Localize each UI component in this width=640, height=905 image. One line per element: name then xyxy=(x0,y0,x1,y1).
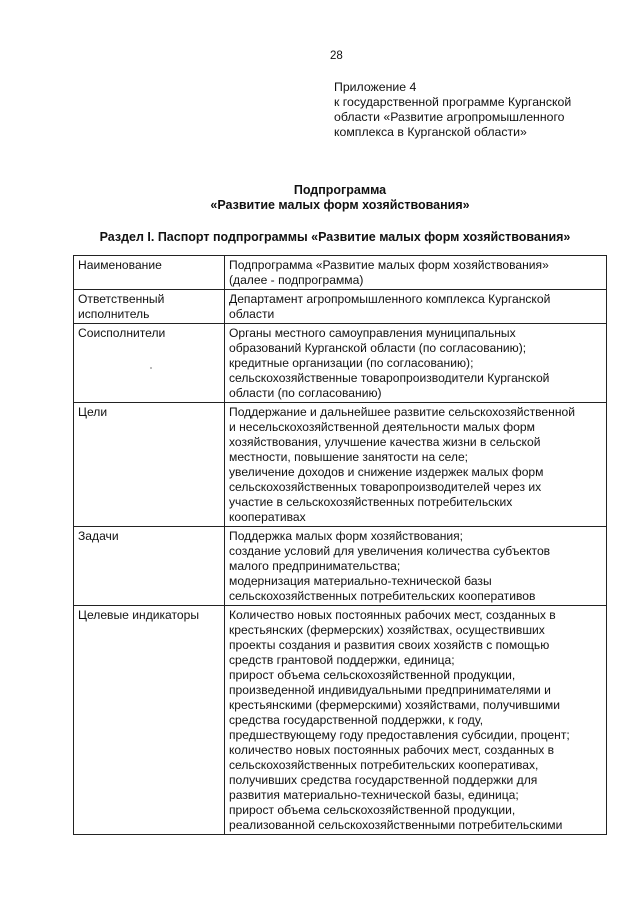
subprogram-title-line2: «Развитие малых форм хозяйствования» xyxy=(210,198,470,212)
row-content-cell xyxy=(225,403,607,527)
row-content-line: крестьянскими (фермерскими) хозяйствами, получившими xyxy=(229,698,560,712)
row-content-line: кредитные организации (по согласованию); xyxy=(229,356,474,370)
page-number: 28 xyxy=(330,50,343,62)
row-content-line: местности, повышение занятости на селе; xyxy=(229,450,469,464)
row-label-line: Цели xyxy=(78,405,108,419)
row-content-line: сельскохозяйственные товаропроизводители Курганской xyxy=(229,371,550,385)
row-content-line: Департамент агропромышленного комплекса Курганской xyxy=(229,292,551,306)
row-content-line: реализованной сельскохозяйственными потребительскими xyxy=(229,818,563,832)
row-content-cell xyxy=(225,256,607,290)
row-content-line: прирост объема сельскохозяйственной продукции, xyxy=(229,803,516,817)
row-content-line: сельскохозяйственных потребительских кооперативов xyxy=(229,589,536,603)
table-row xyxy=(74,403,607,527)
row-content-line: сельскохозяйственных товаропроизводителей через их xyxy=(229,480,542,494)
passport-table xyxy=(73,255,607,835)
subprogram-title-line1: Подпрограмма xyxy=(293,183,387,197)
row-content-line: получивших средства государственной поддержки для xyxy=(229,773,538,787)
row-content-line: Поддержка малых форм хозяйствования; xyxy=(229,529,464,543)
subprogram-title xyxy=(0,183,640,213)
row-content-line: участие в сельскохозяйственных потребительских xyxy=(229,495,513,509)
row-content-line: увеличение доходов и снижение издержек малых форм xyxy=(229,465,544,479)
row-content-cell xyxy=(225,527,607,606)
row-content-line: Подпрограмма «Развитие малых форм хозяйствования» xyxy=(229,258,549,272)
row-content-line: области xyxy=(229,307,275,321)
row-content-cell xyxy=(225,606,607,835)
row-content-line: количество новых постоянных рабочих мест, созданных в xyxy=(229,743,555,757)
row-content-line: создание условий для увеличения количества субъектов xyxy=(229,544,551,558)
row-label-cell xyxy=(74,290,225,324)
table-row xyxy=(74,527,607,606)
row-content-line: средства государственной поддержки, к году, xyxy=(229,713,484,727)
row-content-line: и несельскохозяйственной деятельности малых форм xyxy=(229,420,535,434)
row-content-line: произведенной индивидуальными предпринимателями и xyxy=(229,683,551,697)
row-content-line: малого предпринимательства; xyxy=(229,559,401,573)
row-label-cell xyxy=(74,403,225,527)
row-content-line: развития материально-технической базы, единица; xyxy=(229,788,519,802)
row-label-line: исполнитель xyxy=(78,307,150,321)
table-row xyxy=(74,606,607,835)
row-content-line: (далее - подпрограмма) xyxy=(229,273,364,287)
row-label-line: Наименование xyxy=(78,258,162,272)
passport-table-body xyxy=(74,256,607,835)
appendix-line: Приложение 4 xyxy=(334,80,417,94)
row-label-line: Ответственный xyxy=(78,292,165,306)
row-content-line: средств грантовой поддержки, единица; xyxy=(229,653,455,667)
row-label-cell xyxy=(74,527,225,606)
row-content-line: прирост объема сельскохозяйственной продукции, xyxy=(229,668,516,682)
row-content-line: крестьянских (фермерских) хозяйствах, осуществивших xyxy=(229,623,545,637)
table-row xyxy=(74,324,607,403)
row-content-line: Количество новых постоянных рабочих мест, созданных в xyxy=(229,608,556,622)
row-label-line: Задачи xyxy=(78,529,119,543)
table-row xyxy=(74,290,607,324)
appendix-line: к государственной программе Курганской xyxy=(334,95,572,109)
appendix-line: комплекса в Курганской области» xyxy=(334,125,527,139)
row-content-cell xyxy=(225,290,607,324)
row-label-cell xyxy=(74,606,225,835)
row-label-cell xyxy=(74,324,225,403)
row-content-line: Поддержание и дальнейшее развитие сельскохозяйственной xyxy=(229,405,575,419)
row-content-line: проекты создания и развития своих хозяйств с помощью xyxy=(229,638,550,652)
row-content-line: образований Курганской области (по согласованию); xyxy=(229,341,527,355)
appendix-line: области «Развитие агропромышленного xyxy=(334,110,565,124)
row-content-line: хозяйствования, улучшение качества жизни в сельской xyxy=(229,435,541,449)
table-row xyxy=(74,256,607,290)
row-content-line: модернизация материально-технической базы xyxy=(229,574,492,588)
row-label-line: Целевые индикаторы xyxy=(78,608,200,622)
row-content-line: области (по согласованию) xyxy=(229,386,382,400)
row-content-line: предшествующему году предоставления субсидии, процент; xyxy=(229,728,570,742)
row-content-line: Органы местного самоуправления муниципальных xyxy=(229,326,516,340)
row-content-cell xyxy=(225,324,607,403)
row-label-line: Соисполнители xyxy=(78,326,166,340)
row-label-cell xyxy=(74,256,225,290)
row-content-line: сельскохозяйственных потребительских кооперативах, xyxy=(229,758,539,772)
appendix-header xyxy=(334,80,624,140)
row-content-line: кооперативах xyxy=(229,510,306,524)
section-title: Раздел I. Паспорт подпрограммы «Развитие малых форм хозяйствования» xyxy=(99,230,571,244)
